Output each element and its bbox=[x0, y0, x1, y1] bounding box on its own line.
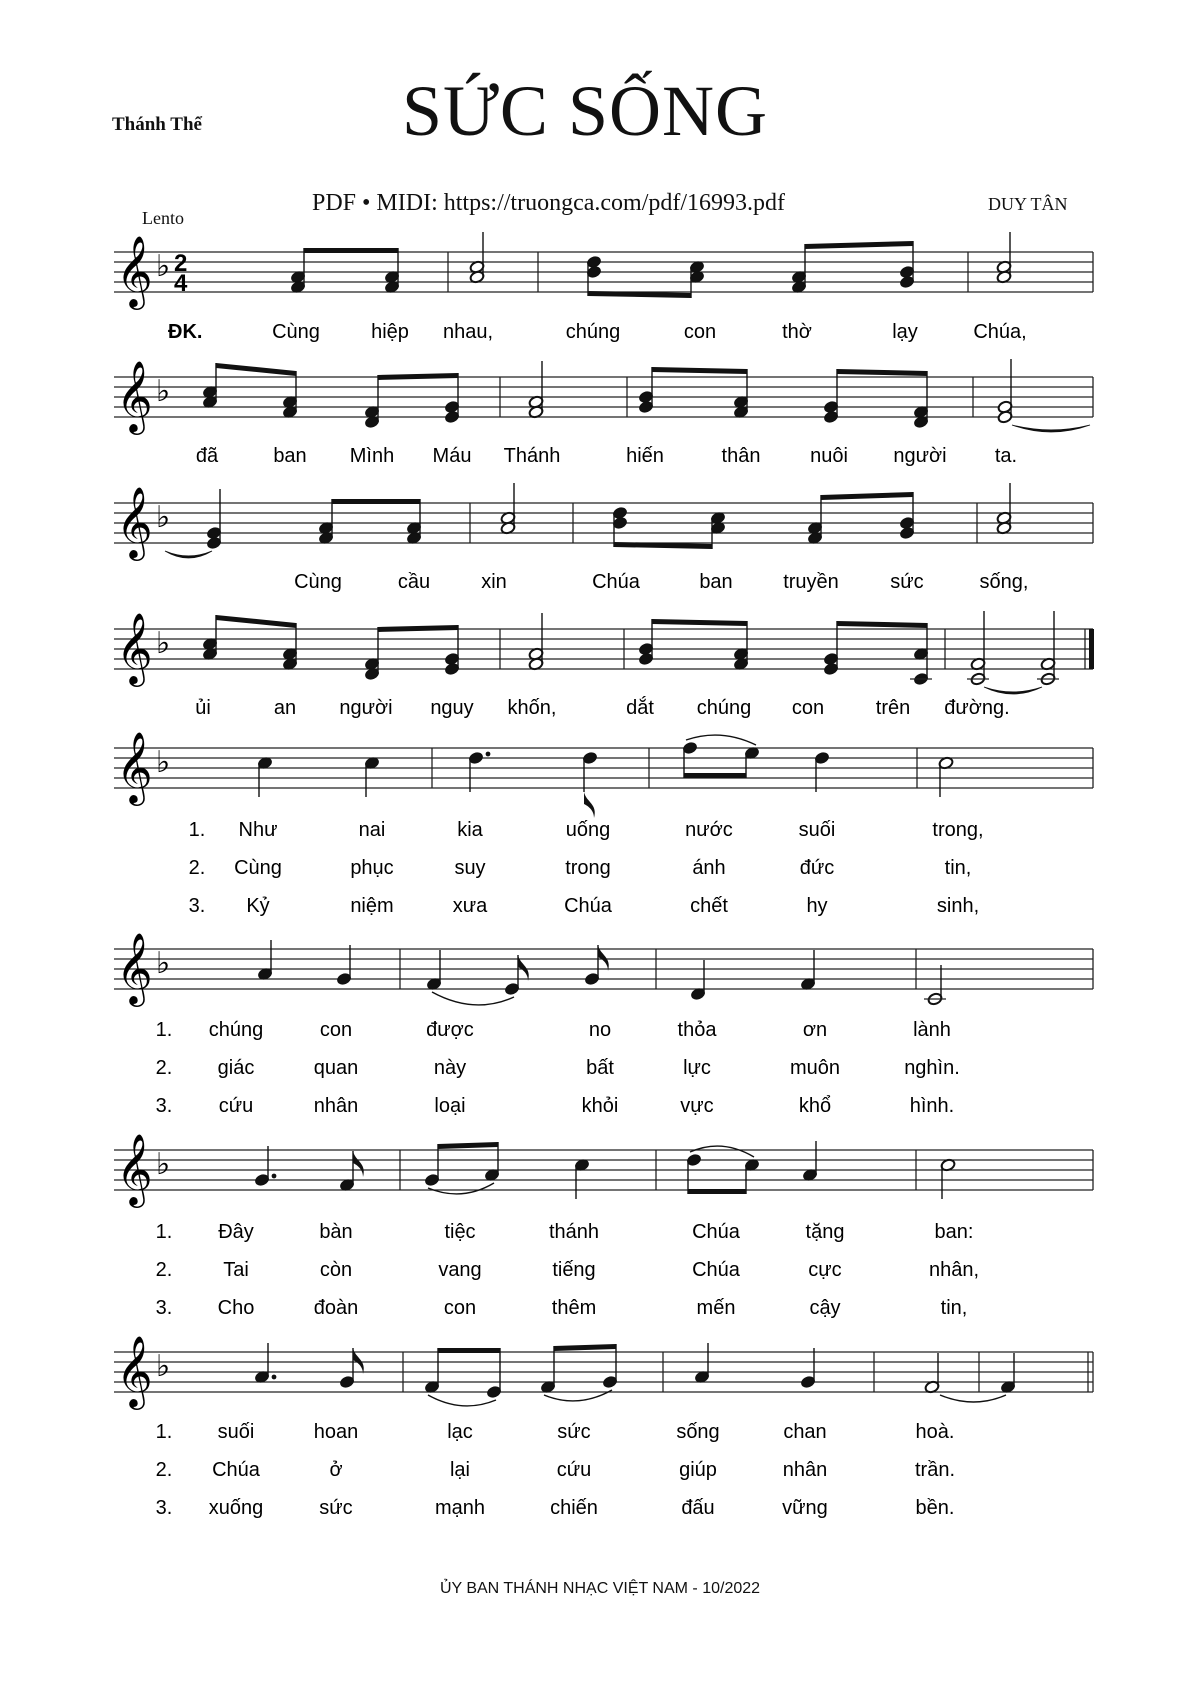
beam bbox=[837, 369, 927, 376]
beam bbox=[688, 1189, 746, 1194]
tempo-marking: Lento bbox=[142, 208, 184, 228]
lyric-syllable: Máu bbox=[432, 445, 472, 467]
staff-system bbox=[114, 487, 1093, 561]
lyric-syllable: Chúa bbox=[212, 1459, 260, 1481]
lyric-syllable: ban bbox=[699, 571, 733, 593]
lyric-syllable: nhau, bbox=[442, 321, 494, 343]
treble-clef-icon: 𝄞 bbox=[116, 488, 153, 557]
tie bbox=[940, 1395, 1006, 1402]
lyric-syllable: chúng bbox=[208, 1019, 264, 1041]
lyric-syllable: Chúa bbox=[592, 571, 640, 593]
treble-clef-icon: 𝄞 bbox=[116, 1135, 153, 1204]
flat-icon: ♭ bbox=[156, 501, 171, 534]
verse-number: 2. bbox=[155, 1459, 173, 1481]
lyric-syllable: tặng bbox=[805, 1221, 845, 1243]
slur bbox=[686, 735, 756, 745]
lyric-syllable: giác bbox=[217, 1057, 255, 1079]
lyric-syllable: ban bbox=[273, 445, 307, 467]
lyric-syllable: thỏa bbox=[677, 1019, 717, 1041]
flat-icon: ♭ bbox=[156, 627, 171, 660]
lyric-syllable: người bbox=[339, 697, 393, 719]
lyric-syllable: truyền bbox=[783, 571, 839, 593]
lyric-syllable: Chúa bbox=[564, 895, 612, 917]
beam bbox=[805, 241, 913, 249]
lyric-syllable: vang bbox=[438, 1259, 482, 1281]
lyric-syllable: kia bbox=[457, 819, 483, 841]
lyric-syllable: sức bbox=[557, 1421, 591, 1443]
lyric-syllable: hoà. bbox=[915, 1421, 955, 1443]
lyric-syllable: Thánh bbox=[503, 445, 561, 467]
lyric-syllable: khốn, bbox=[507, 697, 557, 719]
category-label: Thánh Thể bbox=[112, 114, 202, 135]
tie bbox=[165, 551, 212, 558]
verse-number: 2. bbox=[155, 1259, 173, 1281]
lyric-syllable: muôn bbox=[789, 1057, 841, 1079]
tie bbox=[1012, 425, 1090, 432]
beam bbox=[332, 499, 420, 504]
lyric-syllable: cực bbox=[808, 1259, 842, 1281]
composer-name: DUY TÂN bbox=[988, 194, 1068, 214]
verse-number: 3. bbox=[188, 895, 206, 917]
lyric-syllable: Đây bbox=[218, 1221, 254, 1243]
slur bbox=[428, 1183, 494, 1194]
beam bbox=[438, 1142, 498, 1149]
lyric-syllable: cứu bbox=[556, 1459, 592, 1481]
lyric-syllable: cứu bbox=[218, 1095, 254, 1117]
lyric-syllable: bất bbox=[586, 1057, 614, 1079]
lyric-syllable: người bbox=[893, 445, 947, 467]
verse-number: 1. bbox=[155, 1421, 173, 1443]
treble-clef-icon: 𝄞 bbox=[116, 614, 153, 683]
beam bbox=[652, 367, 747, 374]
lyric-syllable: uống bbox=[565, 819, 611, 841]
flat-icon: ♭ bbox=[156, 1148, 171, 1181]
lyric-syllable: chúng bbox=[696, 697, 752, 719]
lyric-syllable: suối bbox=[798, 819, 836, 841]
lyric-syllable: đấu bbox=[681, 1497, 715, 1519]
lyric-syllable: nhân, bbox=[928, 1259, 980, 1281]
lyric-syllable: thân bbox=[721, 445, 761, 467]
lyric-syllable: bền. bbox=[915, 1497, 955, 1519]
lyric-syllable: an bbox=[273, 697, 297, 719]
lyric-syllable: còn bbox=[319, 1259, 353, 1281]
lyric-syllable: tiệc bbox=[444, 1221, 476, 1243]
time-signature-top: 2 bbox=[174, 250, 188, 277]
lyric-syllable: trong, bbox=[932, 819, 984, 841]
lyric-syllable: chiến bbox=[550, 1497, 598, 1519]
lyric-syllable: lại bbox=[449, 1459, 471, 1481]
dot bbox=[486, 752, 491, 757]
lyric-syllable: trên bbox=[875, 697, 911, 719]
verse-number: 3. bbox=[155, 1095, 173, 1117]
lyric-syllable: phục bbox=[350, 857, 394, 879]
lyric-syllable: nai bbox=[358, 819, 386, 841]
beam bbox=[378, 625, 458, 632]
slur bbox=[428, 1395, 496, 1406]
lyric-syllable: chết bbox=[690, 895, 728, 917]
beam bbox=[216, 615, 296, 628]
final-barline bbox=[1089, 629, 1094, 669]
lyric-syllable: đoàn bbox=[313, 1297, 359, 1319]
lyric-syllable: khỏi bbox=[581, 1095, 619, 1117]
flag bbox=[353, 1151, 364, 1177]
lyric-syllable: Tai bbox=[223, 1259, 249, 1281]
flat-icon: ♭ bbox=[156, 947, 171, 980]
lyric-syllable: ủi bbox=[195, 697, 211, 719]
beam bbox=[837, 621, 927, 628]
lyric-syllable: Như bbox=[238, 819, 278, 841]
staff-system bbox=[114, 933, 1093, 1007]
verse-number: 1. bbox=[155, 1221, 173, 1243]
staff-system bbox=[114, 732, 1093, 806]
treble-clef-icon: 𝄞 bbox=[116, 237, 153, 306]
lyric-syllable: tin, bbox=[944, 857, 972, 879]
lyric-syllable: Chúa bbox=[692, 1221, 740, 1243]
lyric-syllable: sức bbox=[890, 571, 924, 593]
lyric-syllable: nước bbox=[685, 819, 733, 841]
lyric-syllable: dắt bbox=[626, 697, 654, 719]
lyric-syllable: thờ bbox=[782, 321, 812, 343]
beam bbox=[554, 1344, 616, 1351]
lyric-syllable: sức bbox=[319, 1497, 353, 1519]
lyric-syllable: sống bbox=[676, 1421, 720, 1443]
refrain-label: ĐK. bbox=[168, 321, 203, 343]
lyric-syllable: Mình bbox=[349, 445, 395, 467]
lyric-syllable: nghìn. bbox=[904, 1057, 960, 1079]
lyric-syllable: ở bbox=[329, 1459, 343, 1481]
system-1-notes bbox=[290, 232, 1012, 298]
lyric-syllable: lạc bbox=[447, 1421, 473, 1443]
lyric-syllable: Cùng bbox=[272, 321, 320, 343]
lyric-syllable: hy bbox=[806, 895, 828, 917]
lyric-syllable: Cùng bbox=[234, 857, 282, 879]
verse-number: 1. bbox=[155, 1019, 173, 1041]
lyric-syllable: con bbox=[319, 1019, 353, 1041]
dot bbox=[272, 1375, 277, 1380]
lyric-syllable: nuôi bbox=[810, 445, 848, 467]
page-title: SỨC SỐNG bbox=[402, 71, 768, 151]
tie bbox=[432, 992, 514, 1005]
lyric-syllable: suy bbox=[454, 857, 486, 879]
lyric-syllable: trần. bbox=[914, 1459, 956, 1481]
lyric-syllable: lực bbox=[683, 1057, 711, 1079]
lyric-syllable: chan bbox=[783, 1421, 827, 1443]
beam bbox=[304, 248, 398, 253]
lyric-syllable: xưa bbox=[452, 895, 488, 917]
lyric-syllable: hoan bbox=[313, 1421, 359, 1443]
lyric-syllable: tin, bbox=[940, 1297, 968, 1319]
lyric-syllable: no bbox=[588, 1019, 612, 1041]
verse-number: 3. bbox=[155, 1297, 173, 1319]
lyric-syllable: đức bbox=[799, 857, 835, 879]
lyric-syllable: niệm bbox=[350, 895, 394, 917]
lyric-syllable: nhân bbox=[313, 1095, 359, 1117]
treble-clef-icon: 𝄞 bbox=[116, 362, 153, 431]
lyric-syllable: cậy bbox=[809, 1297, 841, 1319]
system-2-notes bbox=[202, 359, 1090, 432]
verse-number: 3. bbox=[155, 1497, 173, 1519]
lyric-syllable: nhân bbox=[782, 1459, 828, 1481]
slur bbox=[690, 1146, 754, 1157]
system-6-notes bbox=[257, 940, 946, 1006]
lyric-syllable: được bbox=[426, 1019, 474, 1041]
lyric-syllable: khổ bbox=[798, 1095, 832, 1117]
beam bbox=[652, 619, 747, 626]
flat-icon: ♭ bbox=[156, 375, 171, 408]
lyric-syllable: sống, bbox=[979, 571, 1029, 593]
lyric-syllable: hình. bbox=[909, 1095, 955, 1117]
lyric-syllable: bàn bbox=[319, 1221, 353, 1243]
lyric-syllable: xin bbox=[481, 571, 507, 593]
lyric-syllable: đường. bbox=[944, 697, 1010, 719]
lyric-syllable: Cùng bbox=[294, 571, 342, 593]
lyric-syllable: hiệp bbox=[371, 321, 409, 343]
beam bbox=[378, 373, 458, 380]
lyric-syllable: Chúa bbox=[692, 1259, 740, 1281]
lyric-syllable: cầu bbox=[397, 571, 431, 593]
lyric-syllable: đã bbox=[195, 445, 219, 467]
lyric-syllable: ơn bbox=[802, 1019, 828, 1041]
lyric-syllable: ban: bbox=[934, 1221, 974, 1243]
lyric-syllable: con bbox=[683, 321, 717, 343]
lyric-syllable: vực bbox=[680, 1095, 714, 1117]
staff-system bbox=[114, 236, 1093, 310]
lyric-syllable: nguy bbox=[430, 697, 474, 719]
lyric-syllable: suối bbox=[217, 1421, 255, 1443]
lyric-syllable: ánh bbox=[692, 857, 726, 879]
flag bbox=[584, 792, 595, 818]
lyric-syllable: quan bbox=[313, 1057, 359, 1079]
lyric-syllable: trong bbox=[565, 857, 611, 879]
time-signature-bottom: 4 bbox=[174, 270, 188, 297]
lyric-syllable: lành bbox=[913, 1019, 951, 1041]
lyric-syllable: Cho bbox=[217, 1297, 255, 1319]
lyric-syllable: giúp bbox=[679, 1459, 717, 1481]
lyric-syllable: mến bbox=[696, 1297, 736, 1319]
beam bbox=[216, 363, 296, 376]
lyric-syllable: thêm bbox=[551, 1297, 597, 1319]
flat-icon: ♭ bbox=[156, 746, 171, 779]
lyric-syllable: tiếng bbox=[552, 1259, 596, 1281]
treble-clef-icon: 𝄞 bbox=[116, 934, 153, 1003]
lyric-syllable: chúng bbox=[565, 321, 621, 343]
lyric-syllable: sinh, bbox=[936, 895, 980, 917]
verse-number: 1. bbox=[188, 819, 206, 841]
lyric-syllable: xuống bbox=[208, 1497, 264, 1519]
dot bbox=[272, 1174, 277, 1179]
lyric-syllable: vững bbox=[782, 1497, 828, 1519]
verse-number: 2. bbox=[155, 1057, 173, 1079]
lyric-syllable: lạy bbox=[892, 321, 918, 343]
verse-number: 2. bbox=[188, 857, 206, 879]
lyric-syllable: Kỷ bbox=[246, 895, 270, 917]
lyric-syllable: này bbox=[433, 1057, 467, 1079]
lyric-syllable: ta. bbox=[994, 445, 1018, 467]
footer-credit: ỦY BAN THÁNH NHẠC VIỆT NAM - 10/2022 bbox=[439, 1580, 761, 1597]
tie bbox=[984, 687, 1042, 694]
lyric-syllable: thánh bbox=[548, 1221, 600, 1243]
system-3-notes bbox=[165, 483, 1012, 558]
source-link[interactable]: PDF • MIDI: https://truongca.com/pdf/16993.pdf bbox=[312, 190, 786, 216]
system-4-notes bbox=[202, 611, 1059, 694]
lyric-syllable: mạnh bbox=[434, 1497, 486, 1519]
beam bbox=[438, 1348, 500, 1353]
flat-icon: ♭ bbox=[156, 250, 171, 283]
treble-clef-icon: 𝄞 bbox=[116, 733, 153, 802]
lyric-syllable: Chúa, bbox=[973, 321, 1027, 343]
beam bbox=[821, 492, 913, 500]
lyric-syllable: con bbox=[443, 1297, 477, 1319]
flat-icon: ♭ bbox=[156, 1350, 171, 1383]
treble-clef-icon: 𝄞 bbox=[116, 1337, 153, 1406]
lyric-syllable: con bbox=[791, 697, 825, 719]
lyric-syllable: hiến bbox=[626, 445, 664, 467]
beam bbox=[684, 773, 746, 778]
lyric-syllable: loại bbox=[434, 1095, 466, 1117]
